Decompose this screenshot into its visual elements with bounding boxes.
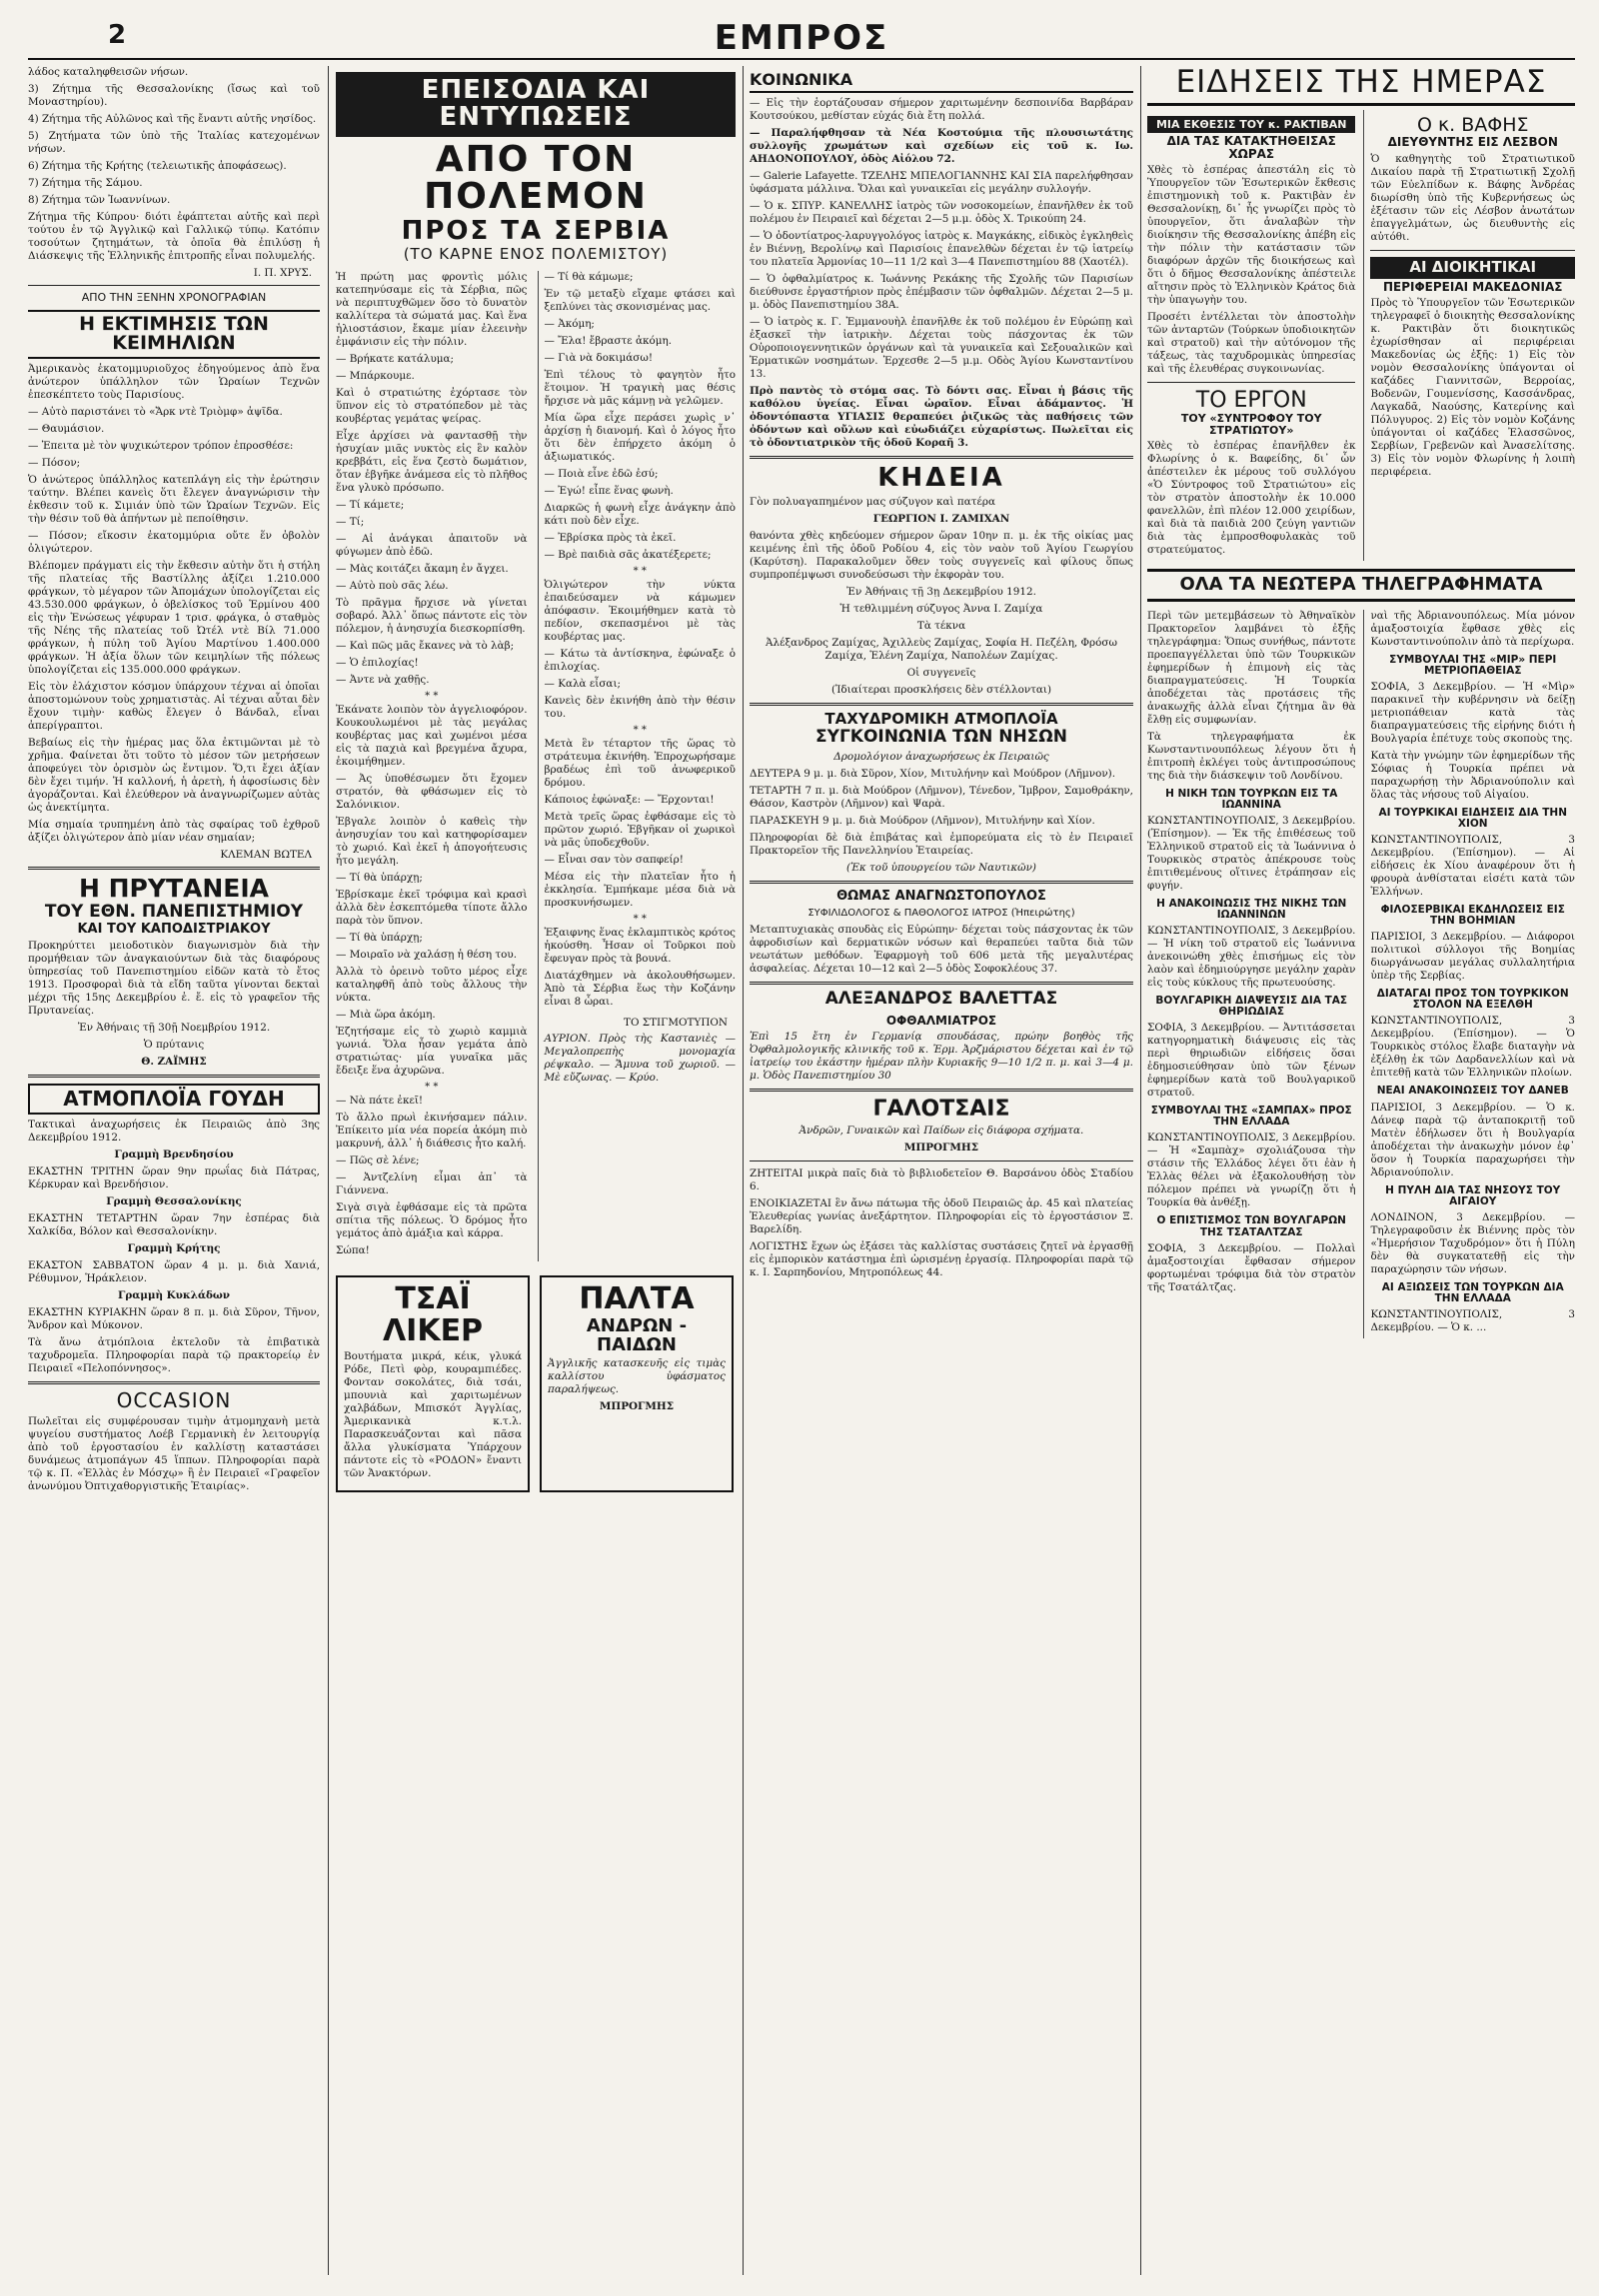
telegram-text: ΚΩΝΣΤΑΝΤΙΝΟΥΠΟΛΙΣ, 3 Δεκεμβρίου. (Ἐπίσημον). — Ὁ Τουρκικὸς στόλος ἔλαβε διαταγὴν νὰ ἐξέλθῃ ἐκ τῶν Δαρδανελλίων καὶ νὰ ἐπιτεθῇ κατὰ τῶν Ἑλληνικῶν πλοίων.	[1370, 1015, 1575, 1080]
paragraph: Προσέτι ἐντέλλεται τὸν ἀποστολὴν τῶν ἀνταρτῶν (Τούρκων ὑποδιοικητῶν καὶ στρατοῦ) καὶ τὴν αὐτόνομον τῆς τάξεως, τὰς ταχυδρομικὰς ὑπηρεσίας καὶ τῆς ἐλευθέρας συγκοινωνίας.	[1147, 311, 1356, 376]
schedule-info: Πληροφορίαι δὲ διὰ ἐπιβάτας καὶ ἐμπορεύματα εἰς τὸ ἐν Πειραιεῖ Πρακτορεῖον τῆς Πανελληνίου Ἑταιρείας.	[750, 831, 1133, 857]
paragraph: Σιγὰ σιγὰ ἐφθάσαμε εἰς τὰ πρῶτα σπίτια τῆς πόλεως. Ὁ δρόμος ἦτο γεμάτος ἀπὸ ἁμάξια καὶ κάρρα.	[336, 1201, 528, 1240]
notice-body: Προκηρύττει μειοδοτικὸν διαγωνισμὸν διὰ τὴν προμήθειαν τῶν ἀναγκαιούντων διὰ τὰς διαφόρους ὑπηρεσίας τοῦ Πανεπιστημίου εἰδῶν κατὰ τὸ ἔτος 1913. Προσφοραὶ διὰ τὰ εἴδη ταῦτα γίνονται δεκταὶ μέχρι τῆς 15ης Δεκεμβρίου ἐ. ἔ. εἰς τὸ γραφεῖον τῆς Πρυτανείας.	[28, 940, 320, 1018]
telegram-headline: ΝΕΑΙ ΑΝΑΚΟΙΝΩΣΕΙΣ ΤΟΥ ΔΑΝΕΒ	[1376, 1085, 1569, 1098]
paragraph: Διατάχθημεν νὰ ἀκολουθήσωμεν. Ἀπὸ τὰ Σέρβια ἕως τὴν Κοζάνην εἶναι 8 ὧραι.	[544, 970, 736, 1009]
telegram-text: ΚΩΝΣΤΑΝΤΙΝΟΥΠΟΛΙΣ, 3 Δεκεμβρίου. — Ἡ νίκη τοῦ στρατοῦ εἰς Ἰωάννινα ἀνεκοινώθη χθὲς ἐπισήμως εἰς τὸν λαὸν καὶ ἐδημιούργησε μεγάλην χαρὰν εἰς τοὺς κύκλους τῆς πρωτευούσης.	[1147, 925, 1356, 990]
schedule-signature: (Ἐκ τοῦ ὑπουργείου τῶν Ναυτικῶν)	[846, 861, 1036, 874]
feature-headline: ΕΠΕΙΣΟΔΙΑ ΚΑΙ ΕΝΤΥΠΩΣΕΙΣ	[336, 72, 736, 137]
news-subhead: ΤΟΥ «ΣΥΝΤΡΟΦΟΥ ΤΟΥ ΣΤΡΑΤΙΩΤΟΥ»	[1180, 412, 1322, 437]
route-name: Γραμμὴ Κρήτης	[127, 1242, 221, 1255]
social-item: Πρὸ παντὸς τὸ στόμα σας. Τὸ δόντι σας. Εἶναι ἡ βάσις τῆς καθόλου ὑγείας. Εἶναι ὠραῖον. Εἶναι ἀδάμαντος. Ἡ ὀδοντόπαστα ΥΓΙΑΣΙΣ θεραπεύει ῥιζικῶς τὰς παθήσεις τῶν ὀδόντων καὶ οὔλων καὶ εὐωδιάζει εὐχαρίστως. Πωλεῖται εἰς τὸ ὀδοντιατρικὸν τῆς ὁδοῦ Κοραῆ 3.	[750, 384, 1133, 449]
paragraph: — Ὁ ἐπιλοχίας!	[336, 657, 419, 670]
route-name: Γραμμὴ Θεσσαλονίκης	[106, 1195, 242, 1208]
paragraph: Χθὲς τὸ ἑσπέρας ἐπανῆλθεν ἐκ Φλωρίνης ὁ κ. Βαφείδης, δι᾿ ὧν ἀπέστειλεν ἐκ μέρους τοῦ συλλόγου «Ὁ Σύντροφος τοῦ Στρατιώτου» εἰς τὸν στρατὸν ἀποστολὴν ἐκ 10.000 φανελλῶν, ἐπὶ πλέον 12.000 χειρίδων, καὶ διὰ τὰ παιδιὰ 200 ζεύγη γαντιῶν διὰ τὰς ἐμπροσθοφυλακὰς τοῦ στρατεύματος.	[1147, 440, 1356, 557]
ad-subhead: ΤΟΥ ΕΘΝ. ΠΑΝΕΠΙΣΤΗΜΙΟΥ	[44, 901, 304, 922]
telegram-text: Τὰ τηλεγραφήματα ἐκ Κωνσταντινουπόλεως λέγουν ὅτι ἡ ἐπιτροπὴ ἐκλέγει τοὺς ἀντιπροσώπους της διὰ τὴν διάσκεψιν τοῦ Λονδίνου.	[1147, 731, 1356, 783]
obituary-children-label: Τὰ τέκνα	[916, 620, 966, 633]
paragraph: Βεβαίως εἰς τὴν ἡμέρας μας ὅλα ἐκτιμῶνται μὲ τὸ χρῆμα. Φαίνεται ὅτι τοῦτο τὸ μέσον τῶν μετρήσεων ἀποφεύγει τὸν ὁρισμὸν ὡς ἔντιμον. Ὅ,τι ἔχει ἀξίαν δὲν ἔχει τιμήν. Ἡ καλλονή, ἡ ἀρετὴ, ἡ ἀφοσίωσις δὲν ἀγοράζονται. Καὶ ἐλεύθερον νὰ ἀναγνωρίζωμεν αὐτὰς ὡς ἀνεκτίμητα.	[28, 737, 320, 815]
paragraph: Κανεὶς δὲν ἐκινήθη ἀπὸ τὴν θέσιν του.	[544, 695, 736, 721]
column-rule	[328, 66, 329, 2275]
paragraph: — Ποιὰ εἶνε ἐδῶ ἐσύ;	[544, 468, 659, 481]
paragraph: Σώπα!	[336, 1244, 370, 1257]
ad-body: Μεταπτυχιακὰς σπουδὰς εἰς Εὐρώπην· δέχεται τοὺς πάσχοντας ἐκ τῶν ἀφροδισίων καὶ δερματικῶν νόσων καὶ θεραπεύει ταῦτα διὰ τῶν νεωτάτων μεθόδων. Ἐφαρμογὴ τοῦ 606 μετὰ τῆς μεγαλυτέρας ἀσφαλείας. Δέχεται 10—12 καὶ 2—5 ὁδὸς Σοφοκλέους 37.	[750, 923, 1133, 975]
ad-body: Ἀγγλικῆς κατασκευῆς εἰς τιμὰς καλλίστου ὑφάσματος παραλήψεως.	[548, 1356, 726, 1395]
obituary-headline: ΚΗΔΕΙΑ	[877, 462, 1005, 493]
paragraph: — Τί;	[336, 516, 365, 529]
paragraph: — Μὰς κοιτάζει ἄκαμη ἐν ἄγχει.	[336, 563, 509, 576]
social-item: — Ὁ ἰατρὸς κ. Γ. Ἐμμανουὴλ ἐπανῆλθε ἐκ τοῦ πολέμου ἐν Εὐρώπῃ καὶ ἐξασκεῖ τὴν ἰατρικὴν. Δέχεται τοὺς πάσχοντας ἐκ τῶν Οὐροποιογεννητικῶν ὀργάνων καὶ τὰ γυναικεῖα καὶ Σεξουαλικῶν καὶ Ἑρματικῶν νοσημάτων. Ἐρχεσθε 2—5 μ.μ. Οδὸς Ἁγίου Κωνσταντίνου 13.	[750, 315, 1133, 380]
paragraph: — Αὐτὸ ποὺ σᾶς λέω.	[336, 580, 449, 593]
telegram-headline: ΑΙ ΤΟΥΡΚΙΚΑΙ ΕΙΔΗΣΕΙΣ ΔΙΑ ΤΗΝ ΧΙΟΝ	[1378, 807, 1568, 831]
ad-headline: Η ΠΡΥΤΑΝΕΙΑ	[78, 874, 270, 904]
feature-headline: ΑΠΟ ΤΟΝ ΠΟΛΕΜΟΝ	[424, 138, 648, 218]
paragraph: Μετὰ τρεῖς ὥρας ἐφθάσαμε εἰς τὸ πρῶτον χωριό. Ἐβγῆκαν οἱ χωρικοὶ νὰ μᾶς ὑποδεχθοῦν.	[544, 811, 736, 850]
section-divider: * *	[425, 691, 439, 703]
obituary-date: Ἐν Ἀθήναις τῇ 3ῃ Δεκεμβρίου 1912.	[846, 586, 1036, 599]
shop-name: ΜΠΡΟΓΜΗΣ	[599, 1399, 675, 1412]
column-rule	[1140, 66, 1141, 2275]
list-item: 8) Ζήτημα τῶν Ἰωαννίνων.	[28, 194, 171, 206]
telegram-text: ΣΟΦΙΑ, 3 Δεκεμβρίου. — Ἀντιτάσσεται κατηγορηματικὴ διάψευσις εἰς τὰς περὶ θηριωδιῶν εἰδήσεις ὅσαι ἐδημοσιεύθησαν ὑπὸ τῶν ξένων ἐφημερίδων κατὰ τοῦ Βουλγαρικοῦ στρατοῦ.	[1147, 1022, 1356, 1100]
paragraph: — Αὐτὸ παριστάνει τὸ «Ἄρκ ντὲ Τριὸμφ» ἀψῖδα.	[28, 406, 283, 419]
telegram-text: ναὶ τῆς Ἀδριανουπόλεως. Μία μόνον ἀμαξοστοιχία ἔφθασε χθὲς εἰς Κωνσταντινούπολιν ἀπὸ τὰ περίχωρα.	[1370, 610, 1575, 649]
telegram-headline: ΒΟΥΛΓΑΡΙΚΗ ΔΙΑΨΕΥΣΙΣ ΔΙΑ ΤΑΣ ΘΗΡΙΩΔΙΑΣ	[1155, 995, 1348, 1019]
telegram-headline: ΣΥΜΒΟΥΛΑΙ ΤΗΣ «ΜΙΡ» ΠΕΡΙ ΜΕΤΡΙΟΠΑΘΕΙΑΣ	[1389, 654, 1557, 678]
column-3	[750, 66, 1133, 2275]
obituary-wife: Ἡ τεθλιμμένη σύζυγος Ἀννα Ι. Ζαμίχα	[839, 603, 1043, 616]
list-item: 6) Ζήτημα τῆς Κρήτης (τελειωτικῆς ἀποφάσεως).	[28, 160, 287, 172]
paragraph: — Ἀντε νὰ χαθῇς.	[336, 674, 430, 687]
notice-signature: Θ. ΖΑΪΜΗΣ	[141, 1056, 207, 1069]
telegram-text: ΚΩΝΣΤΑΝΤΙΝΟΥΠΟΛΙΣ, 3 Δεκεμβρίου. — Ἡ «Σαμπὰχ» σχολιάζουσα τὴν στάσιν τῆς Ἑλλάδος λέγει ὅτι ἐὰν ἡ Ἑλλὰς θέλει νὰ ἐξακολουθήσῃ τὸν πόλεμον πρέπει νὰ γνωρίζῃ ὅτι ἡ Τουρκία θὰ ἀνθέξῃ.	[1147, 1132, 1356, 1209]
section-divider: * *	[633, 725, 647, 737]
paragraph: Ἐζητήσαμε εἰς τὸ χωριὸ καμμιὰ γωνιά. Ὅλα ἦσαν γεμάτα ἀπὸ στρατιώτας· μία γυναῖκα μᾶς ἔδειξε ἕνα ἀχυρῶνα.	[336, 1026, 528, 1078]
column-2	[336, 66, 736, 2275]
paragraph: Καὶ ὁ στρατιώτης ἐχόρτασε τὸν ὕπνον εἰς τὸ στρατόπεδον μὲ τὰς κουβέρτας γεμάτας ψείρας.	[336, 387, 528, 426]
paragraph: — Τί κάμετε;	[336, 499, 405, 512]
feature-subhead: ΠΡΟΣ ΤΑ ΣΕΡΒΙΑ	[401, 216, 671, 247]
telegram-headline: Ο ΕΠΙΣΤΙΣΜΟΣ ΤΩΝ ΒΟΥΛΓΑΡΩΝ ΤΗΣ ΤΣΑΤΑΛΤΖΑΣ	[1156, 1214, 1346, 1238]
article-signature: ΤΟ ΣΤΙΓΜΟΤΥΠΟΝ	[624, 1017, 728, 1030]
section-headline: ΚΟΙΝΩΝΙΚΑ	[750, 72, 1133, 93]
paragraph: — Αἱ ἀνάγκαι ἀπαιτοῦν νὰ φύγωμεν ἀπὸ ἐδῶ.	[336, 533, 528, 559]
telegram-text: Περὶ τῶν μετεμβάσεων τὸ Ἀθηναϊκὸν Πρακτορεῖον λαμβάνει τὸ ἐξῆς τηλεγράφημα: Ὅπως συνήθως, πάντοτε προεπαγγέλλεται ὑπὸ τῶν Τουρκικῶν ἐφημερίδων ἡ ἐπιμονὴ εἰς τὰς διαπραγματεύσεις. Ἡ Τουρκία ἀποδέχεται τὰς προτάσεις τῆς ἀνακωχῆς ἀλλὰ εἶναι ζήτημα ἂν θὰ ἔλθῃ εἰς συμφωνίαν.	[1147, 610, 1356, 727]
notice-date: Ἐν Ἀθήναις τῇ 30ῇ Νοεμβρίου 1912.	[77, 1022, 271, 1035]
article-signature: ΚΛΕΜΑΝ ΒΩΤΕΛ	[220, 849, 312, 862]
ad-body: Ἀνδρῶν, Γυναικῶν καὶ Παίδων εἰς διάφορα σχήματα.	[799, 1125, 1084, 1138]
ad-footer: Τὰ ἄνω ἀτμόπλοια ἐκτελοῦν τὰ ἐπιβατικὰ ταχυδρομεῖα. Πληροφορίαι παρὰ τῷ πρακτορείῳ ἐν Πειραιεῖ «Πελοπόννησος».	[28, 1336, 320, 1375]
news-headline: ΜΙΑ ΕΚΘΕΣΙΣ ΤΟΥ κ. ΡΑΚΤΙΒΑΝ	[1147, 116, 1355, 134]
telegram-headline: ΑΙ ΑΞΙΩΣΕΙΣ ΤΩΝ ΤΟΥΡΚΩΝ ΔΙΑ ΤΗΝ ΕΛΛΑΔΑ	[1381, 1280, 1564, 1304]
telegram-headline: Η ΑΝΑΚΟΙΝΩΣΙΣ ΤΗΣ ΝΙΚΗΣ ΤΩΝ ΙΩΑΝΝΙΝΩΝ	[1156, 898, 1347, 922]
ad-subhead: ΟΦΘΑΛΜΙΑΤΡΟΣ	[885, 1013, 997, 1028]
paragraph: — Καὶ πῶς μᾶς ἔκανες νὰ τὸ λὰβ;	[336, 640, 515, 653]
news-subhead: ΠΕΡΙΦΕΡΕΙΑΙ ΜΑΚΕΔΟΝΙΑΣ	[1382, 279, 1563, 294]
telegram-text: Κατὰ τὴν γνώμην τῶν ἐφημερίδων τῆς Σόφιας ἡ Τουρκία πρέπει νὰ παραχωρήσῃ τὴν Ἀδριανούπολιν καὶ ὅλας τὰς νήσους τοῦ Αἰγαίου.	[1370, 750, 1575, 802]
paragraph: — Ἐγώ! εἶπε ἕνας φωνὴ.	[544, 485, 674, 498]
paragraph: — Πῶς σὲ λένε;	[336, 1154, 420, 1167]
list-item: 3) Ζήτημα τῆς Θεσσαλονίκης (ἴσως καὶ τοῦ Μοναστηρίου).	[28, 83, 320, 108]
paragraph: — Νὰ πάτε ἐκεῖ!	[336, 1095, 424, 1108]
paragraph: Τὸ ἄλλο πρωὶ ἐκινήσαμεν πάλιν. Ἐπίκειτο μία νέα πορεία ἀκόμη πιὸ μακρυνή, ἀλλ᾿ ἡ διάθεσις ἦτο καλή.	[336, 1112, 528, 1150]
feature-right-column	[538, 271, 737, 1261]
paragraph: — Ἀς ὑποθέσωμεν ὅτι ἔχομεν στρατόν, θὰ φθάσωμεν εἰς τὸ Σαλόνικιον.	[336, 773, 528, 812]
paragraph: Εἰς τὸν ἐλάχιστον κόσμον ὑπάρχουν τέχναι αἱ ὁποῖαι ἀποστομώνουν τοὺς χρηματιστὰς. Αἱ τέχναι αὗται δὲν ἔχουν τιμὴν· καθὼς ἔλεγεν ὁ Βάνδαλ, εἶναι ἀπερίγραπτοι.	[28, 681, 320, 733]
telegram-headline: ΦΙΛΟΣΕΡΒΙΚΑΙ ΕΚΔΗΛΩΣΕΙΣ ΕΙΣ ΤΗΝ ΒΟΗΜΙΑΝ	[1380, 904, 1565, 928]
paragraph: — Τί θὰ ὑπάρχῃ;	[336, 872, 423, 885]
section-divider: * *	[633, 566, 647, 578]
obituary-note: (Ἰδιαίτεραι προσκλήσεις δὲν στέλλονται)	[830, 684, 1052, 697]
telegrams-left	[1147, 610, 1355, 1337]
route-schedule: ΕΚΑΣΤΟΝ ΣΑΒΒΑΤΟΝ ὥραν 4 μ. μ. διὰ Χανιά, Ρέθυμνον, Ἡράκλειον.	[28, 1259, 320, 1285]
list-item: λάδος καταληφθεισῶν νήσων.	[28, 66, 189, 78]
paragraph: Ἐπὶ τέλους τὸ φαγητὸν ἦτο ἕτοιμον. Ἡ τραγικὴ μας θέσις ἤρχισε νὰ μᾶς κάμνῃ νὰ γελῶμεν.	[544, 369, 736, 408]
telegrams-body	[1147, 610, 1575, 1337]
ad-headline: ΑΤΜΟΠΛΟΪΑ ΓΟΥΔΗ	[28, 1084, 320, 1115]
classified-ad: ΕΝΟΙΚΙΑΖΕΤΑΙ ἓν ἄνω πάτωμα τῆς ὁδοῦ Πειραιῶς ἀρ. 45 καὶ πλατείας Ἐλευθερίας γωνίας ἀνεξάρτητον. Πληροφορίαι εἰς τὸ ἐργοστάσιον Ξ. Βαρελίδη.	[750, 1197, 1133, 1236]
paragraph: — Γιὰ νὰ δοκιμάσω!	[544, 352, 654, 365]
schedule-line: ΤΕΤΑΡΤΗ 7 π. μ. διὰ Μούδρον (Λῆμνον), Τένεδον, Ἴμβρον, Σαμοθράκην, Θάσον, Καστρὸν (Λῆμνον) καὶ Ψαρὰ.	[750, 784, 1133, 810]
list-item: 7) Ζήτημα τῆς Σάμου.	[28, 177, 143, 189]
paragraph: Ὁ ἀνώτερος ὑπάλληλος κατεπλάγη εἰς τὴν ἐρώτησιν ταύτην. Βλέπει κανεὶς ὅτι ἔλεγεν ἀναγνώρισιν τὴν ἐκθεσιν τοῦ κ. Σιμιάν ὑπὸ τῶν Ὡραίων Τεχνῶν. Εἰς τὴν θέσιν τοῦ θὰ ἀπήντων μὲ πεποίθησιν.	[28, 474, 320, 526]
route-schedule: ΕΚΑΣΤΗΝ ΚΥΡΙΑΚΗΝ ὥραν 8 π. μ. διὰ Σῦρον, Τῆνον, Ἄνδρον καὶ Μύκονον.	[28, 1306, 320, 1332]
ads-row	[336, 1269, 736, 1498]
telegram-text: ΚΩΝΣΤΑΝΤΙΝΟΥΠΟΛΙΣ, 3 Δεκεμβρίου. (Ἐπίσημον). — Αἱ εἰδήσεις ἐκ Χίου ἀναφέρουν ὅτι ἡ φρουρὰ ἀνθίσταται εἰσέτι κατὰ τῶν Ἑλλήνων.	[1370, 834, 1575, 899]
paragraph: Διαρκῶς ἡ φωνὴ εἶχε ἀνάγκην ἀπὸ κάτι ποὺ δὲν εἶχε.	[544, 502, 736, 528]
social-item: — Ὁ ὀδοντίατρος-λαρυγγολόγος ἰατρὸς κ. Μαγκάκης, εἰδικὸς ἐγκληθεὶς ἐν Βιέννῃ, Βερολίνῳ καὶ Παρισίοις ἐπανελθὼν δέχεται ἐν τῷ ἰατρείῳ του πλατεῖα Ἁρμονίας 10—11 1/2 καὶ 3—4 Πανεπιστημίου 88 (Χαοτέλ).	[750, 229, 1133, 268]
ad-subhead: ΣΥΦΙΛΙΔΟΛΟΓΟΣ & ΠΑΘΟΛΟΓΟΣ ΙΑΤΡΟΣ (Ἠπειρώτης)	[807, 908, 1075, 920]
paragraph: Τὸ πρᾶγμα ἤρχισε νὰ γίνεται σοβαρό. Ἀλλ᾿ ὅπως πάντοτε εἰς τὸν πόλεμον, ἡ ἀνησυχία διεσκορπίσθη.	[336, 597, 528, 636]
paragraph: — Πόσον; εἴκοσιν ἑκατομμύρια οὔτε ἕν ὀβολὸν ὀλιγώτερον.	[28, 530, 320, 556]
telegram-headline: ΔΙΑΤΑΓΑΙ ΠΡΟΣ ΤΟΝ ΤΟΥΡΚΙΚΟΝ ΣΤΟΛΟΝ ΝΑ ΕΞΕΛΘΗ	[1376, 988, 1569, 1012]
telegrams-headline: ΟΛΑ ΤΑ ΝΕΩΤΕΡΑ ΤΗΛΕΓΡΑΦΗΜΑΤΑ	[1147, 569, 1575, 602]
paragraph: Πρὸς τὸ Ὑπουργεῖον τῶν Ἐσωτερικῶν τηλεγραφεῖ ὁ διοικητὴς Θεσσαλονίκης κ. Ρακτιβὰν ὅτι διοικητικῶς ἐχωρίσθησαν αἱ περιφέρειαι Μακεδονίας ὡς ἑξῆς: 1) Εἰς τὸν νομὸν Θεσσαλονίκης ὑπάγονται οἱ καζάδες Γιαννιτσῶν, Βερροίας, Βοδενῶν, Γουμενίσσης, Κασσάνδρας, Λαγκαδᾶ, Ναούσης, Κατερίνης καὶ Πόλυγυρος. 2) Εἰς τὸν νομὸν Κοζάνης ὑπάγονται οἱ καζάδες Ἐλασσῶνος, Σερβίων, Γρεβενῶν καὶ Ἀνασελίτσης. 3) Εἰς τὸν νομὸν Φλωρίνης ἡ λοιπὴ περιφέρεια.	[1370, 297, 1575, 479]
social-item: — Ὁ κ. ΣΠΥΡ. ΚΑΝΕΛΛΗΣ ἰατρὸς τῶν νοσοκομείων, ἐπανῆλθεν ἐκ τοῦ πολέμου ἐν Πειραιεῖ καὶ δέχεται 2—5 μ.μ. ὁδὸς Χ. Τρικούπη 24.	[750, 199, 1133, 225]
article-headline: Η ΕΚΤΙΜΗΣΙΣ ΤΩΝ ΚΕΙΜΗΛΙΩΝ	[28, 310, 320, 360]
list-item: 4) Ζήτημα τῆς Αὐλῶνος καὶ τῆς ἔναντι αὐτῆς νησίδος.	[28, 113, 317, 125]
news-subhead: ΔΙΑ ΤΑΣ ΚΑΤΑΚΤΗΘΕΙΣΑΣ ΧΩΡΑΣ	[1166, 134, 1336, 161]
schedule-line: ΠΑΡΑΣΚΕΥΗ 9 μ. μ. διὰ Μούδρον (Λῆμνον), Μιτυλήνην καὶ Χίον.	[750, 814, 1095, 827]
paragraph: Ἐξαιφνης ἕνας ἐκλαμπτικὸς κρότος ἠκούσθη. Ἦσαν οἱ Τοῦρκοι ποὺ ἔφευγαν πρὸς τὰ βουνά.	[544, 927, 736, 966]
paragraph: — Μοιραῖο νὰ χαλάσῃ ἡ θέση του.	[336, 949, 518, 962]
ad-headline: ΠΑΛΤΑ	[579, 1281, 695, 1317]
palta-ad	[540, 1275, 734, 1492]
ad-headline: ΘΩΜΑΣ ΑΝΑΓΝΩΣΤΟΠΟΥΛΟΣ	[836, 888, 1046, 904]
ad-headline: OCCASION	[116, 1388, 232, 1413]
paragraph: Ἐβρίσκαμε ἐκεῖ τρόφιμα καὶ κρασὶ ἀλλὰ δὲν ἐσκεπτόμεθα τίποτε ἄλλο παρὰ τὸν ὕπνον.	[336, 889, 528, 928]
social-item: — Εἰς τὴν ἑορτάζουσαν σήμερον χαριτωμένην δεσποινίδα Βαρβάραν Κουτσούκου, μεθίσταν εὐχάς διὰ ἔτη πολλά.	[750, 96, 1133, 122]
next-installment: ΑΥΡΙΟΝ. Πρὸς τὴς Καστανιὲς — Μεγαλοπρεπὴς μονομαχία ρέψκαλο. — Ἄμυνα τοῦ χωριοῦ. — Μὲ εὔζωνας. — Κρύο.	[544, 1033, 736, 1085]
ad-body: Πωλεῖται εἰς συμφέρουσαν τιμὴν ἀτμομηχανὴ μετὰ ψυγείου συστήματος Λοέβ Γερμανικὴ ἐν λειτουργίᾳ ἀπὸ τοῦ ἐργοστασίου ἐν καλλίστῃ καταστάσει δυνάμεως ἀτμοπάγων 45 ἵππων. Πληροφορίαι παρὰ τῷ κ. Π. «Ἑλλὰς ἐν Μόσχῳ» ἢ ἐν Πειραιεῖ «Γραφεῖον ἀνωνύμου Ὀπτιχαθοργιστικῆς Ἑταιρίας».	[28, 1415, 320, 1493]
newspaper-name: ΕΜΠΡΟΣ	[714, 18, 889, 58]
paragraph: Ἡ πρώτη μας φροντὶς μόλις κατεπηνύσαμε εἰς τὰ Σέρβια, πῶς νὰ περιπτυχθῶμεν ὅσο τὸ δυνατὸν καλλίτερα τὰ σώματά μας. Καὶ ἕνα ἡλιοστάσιον, ἔκαμε μίαν ἐλεεινὴν ἐμφάνισιν εἰς τὴν πόλιν.	[336, 271, 528, 349]
paragraph: — Ἔλα! ἔβραστε ἀκόμη.	[544, 335, 673, 348]
column-1	[28, 66, 320, 2275]
obituary-relatives: Οἱ συγγενεῖς	[906, 667, 976, 680]
shop-name: ΜΠΡΟΓΜΗΣ	[903, 1142, 979, 1154]
telegram-headline: Η ΝΙΚΗ ΤΩΝ ΤΟΥΡΚΩΝ ΕΙΣ ΤΑ ΙΩΑΝΝΙΝΑ	[1165, 788, 1338, 812]
list-item: Ζήτημα τῆς Κύπρου· διότι ἐφάπτεται αὐτῆς καὶ περὶ τούτου ἐν τῷ Ἀγγλικῷ καὶ Γαλλικῷ τύπῳ. Κατόπιν τοσούτων ζητημάτων, τὰ ὁποῖα θὰ ἐπιλύσῃ ἡ Διάσκεψις τῆς Ἑλληνικῆς ἐπιτροπῆς εἶναι πολυμελής.	[28, 211, 320, 262]
obituary-children: Ἀλέξανδρος Ζαμίχας, Ἀχιλλεὺς Ζαμίχας, Σοφία Η. Πεζέλη, Φρόσω Ζαμίχα, Ἑλένη Ζαμίχα, Ναπολέων Ζαμίχας.	[765, 637, 1117, 663]
news-headline: Ο κ. ΒΑΦΗΣ	[1416, 113, 1529, 136]
paragraph: — Τί θὰ κάμωμε;	[544, 271, 634, 284]
obituary-text: θανόντα χθὲς κηδεύομεν σήμερον ὥραν 10ην π. μ. ἐκ τῆς οἰκίας μας κειμένης ἐπὶ τῆς ὁδοῦ Ροδίου 4, εἰς τὸν ναὸν τοῦ Ἁγίου Γεωργίου (Καρύτση). Παρακαλοῦμεν ὅθεν τοὺς συγγενεῖς καὶ φίλους ὅπως συμπροπέμψωσι συνοδεύσωσι τὴν ἐκφορὰν του.	[750, 530, 1133, 582]
paragraph: Μετὰ ἓν τέταρτον τῆς ὥρας τὸ στράτευμα ἐκινήθη. Ἐπροχωρήσαμε βραδέως ἐπὶ τοῦ ἀνωφερικοῦ δρόμου.	[544, 738, 736, 790]
feature-body	[336, 271, 736, 1261]
paragraph: Ἐβγαλε λοιπὸν ὁ καθεὶς τὴν ἀνησυχίαν του καὶ κατηφορίσαμεν τὸ χωριό. Καὶ ἐκεῖ ἡ ἀπογοήτευσις ἦτο μεγάλη.	[336, 816, 528, 868]
paragraph: Ἐν τῷ μεταξὺ εἴχαμε φτάσει καὶ ξεπλύνει τὰς σκονισμένας μας.	[544, 288, 736, 314]
ad-headline: ΑΛΕΞΑΝΔΡΟΣ ΒΑΛΕΤΤΑΣ	[824, 988, 1058, 1009]
top-news-right	[1363, 110, 1575, 562]
notice-role: Ὁ πρύτανις	[143, 1039, 205, 1052]
ad-subhead: ΚΑΙ ΤΟΥ ΚΑΠΟΔΙΣΤΡΙΑΚΟΥ	[77, 921, 271, 937]
telegram-headline: ΣΥΜΒΟΥΛΑΙ ΤΗΣ «ΣΑΜΠΑΧ» ΠΡΟΣ ΤΗΝ ΕΛΛΑΔΑ	[1150, 1105, 1352, 1129]
classified-ad: ΖΗΤΕΙΤΑΙ μικρὰ παῖς διὰ τὸ βιβλιοδετεῖον Θ. Βαρσάνου ὁδὸς Σταδίου 6.	[750, 1167, 1133, 1193]
paragraph: — Βρὲ παιδιὰ σᾶς ἀκατέξερετε;	[544, 549, 712, 562]
route-schedule: ΕΚΑΣΤΗΝ ΤΕΤΑΡΤΗΝ ὥραν 7ην ἑσπέρας διὰ Χαλκίδα, Βόλον καὶ Θεσσαλονίκην.	[28, 1212, 320, 1238]
news-headline: ΤΟ ΕΡΓΟΝ	[1195, 388, 1307, 414]
column-rule	[743, 66, 744, 2275]
paragraph: Ἀμερικανὸς ἑκατομμυριοῦχος ἐδηγούμενος ἀπὸ ἕνα ἀνώτερον ὑπάλληλον τῶν Ὡραίων Τεχνῶν ἐπεσκέπτετο τοὺς Παρισίους.	[28, 363, 320, 402]
paragraph: — Πόσον;	[28, 457, 81, 470]
telegram-text: ΠΑΡΙΣΙΟΙ, 3 Δεκεμβρίου. — Διάφοροι πολιτικοὶ σύλλογοι τῆς Βοημίας διωργάνωσαν μεγάλας συλλαλητήρια ὑπὲρ τῆς Σερβίας.	[1370, 931, 1575, 983]
paragraph: Μία σημαία τρυπημένη ἀπὸ τὰς σφαίρας τοῦ ἐχθροῦ ἀξίζει ὀλιγώτερον ἀπὸ μίαν νέαν σημαίαν;	[28, 819, 320, 845]
paragraph: — Θαυμάσιον.	[28, 423, 105, 436]
section-divider: * *	[425, 1082, 439, 1094]
paragraph: — Καλὰ εἶσαι;	[544, 678, 622, 691]
paragraph: — Ἐβρίσκα πρὸς τὰ ἐκεῖ.	[544, 532, 677, 545]
section-divider: * *	[633, 914, 647, 926]
telegram-text: ΠΑΡΙΣΙΟΙ, 3 Δεκεμβρίου. — Ὁ κ. Δάνεφ παρὰ τῷ ἀνταποκριτῇ τοῦ Ματὲν ἐδήλωσεν ὅτι ἡ Βουλγαρία ἀποδέχεται τὴν ἀνακωχὴν μόνον ἐφ᾿ ὅσον ἡ Τουρκία παραχωρήσει τὴν Ἀδριανούπολιν.	[1370, 1101, 1575, 1178]
tsai-ad	[336, 1275, 530, 1492]
paragraph: Κάποιος ἐφώναξε: — Ἔρχονται!	[544, 794, 715, 807]
paragraph: Μέσα εἰς τὴν πλατεῖαν ἦτο ἡ ἐκκλησία. Ἐμπήκαμε μέσα διὰ νὰ προσκυνήσωμεν.	[544, 871, 736, 910]
paragraph: Μία ὥρα εἶχε περάσει χωρὶς ν᾿ ἀρχίσῃ ἡ διανομή. Καὶ ὁ λόγος ἦτο ὅτι δὲν ἐπήρχετο ἀκόμη ὁ ἀξιωματικός.	[544, 412, 736, 464]
page-number: 2	[108, 20, 127, 50]
route-schedule: ΕΚΑΣΤΗΝ ΤΡΙΤΗΝ ὥραν 9ην πρωΐας διὰ Πάτρας, Κέρκυραν καὶ Βρενδήσιον.	[28, 1165, 320, 1191]
news-headline: ΑΙ ΔΙΟΙΚΗΤΙΚΑΙ	[1370, 257, 1575, 279]
newspaper-page	[28, 18, 1575, 2279]
feature-left-column	[336, 271, 528, 1261]
column-4	[1147, 66, 1575, 2275]
paragraph: — Ἐπειτα μὲ τὸν ψυχικώτερον τρόπον ἐπροσθέσε:	[28, 440, 294, 453]
feature-kicker: (ΤΟ ΚΑΡΝΕ ΕΝΟΣ ΠΟΛΕΜΙΣΤΟΥ)	[403, 245, 669, 264]
telegram-text: ΣΟΦΙΑ, 3 Δεκεμβρίου. — Πολλαὶ ἁμαξοστοιχίαι ἔφθασαν σήμερον φορτωμέναι τρόφιμα διὰ τὸν στρατὸν τῆς Τσατάλτζας.	[1147, 1241, 1356, 1293]
issues-list	[28, 66, 320, 263]
social-item: — Παραλήφθησαν τὰ Νέα Κοστούμια τῆς πλουσιωτάτης συλλογῆς χρωμάτων καὶ σχεδίων εἰς τοῦ κ. Ιω. ΑΗΔΟΝΟΠΟΥΛΟΥ, ὁδὸς Αἰόλου 72.	[750, 126, 1133, 165]
ad-subhead: ΣΥΓΚΟΙΝΩΝΙΑ ΤΩΝ ΝΗΣΩΝ	[815, 726, 1067, 747]
telegram-headline: Η ΠΥΛΗ ΔΙΑ ΤΑΣ ΝΗΣΟΥΣ ΤΟΥ ΑΙΓΑΙΟΥ	[1385, 1183, 1561, 1207]
paragraph: Ἀλλὰ τὸ ὀρεινὸ τοῦτο μέρος εἶχε καταληφθῆ ἀπὸ τοὺς ἄλλους τὴν νύκτα.	[336, 966, 528, 1005]
telegrams-right	[1363, 610, 1575, 1337]
schedule-title: Δρομολόγιον ἀναχωρήσεως ἐκ Πειραιῶς	[833, 750, 1049, 763]
paragraph: Εἶχε ἀρχίσει νὰ φαντασθῇ τὴν ἡσυχίαν μιᾶς νυκτὸς εἰς ἓν καλὸν κρεββάτι, εἰς ἕνα ζεστὸ δωμάτιον, ὅταν ἐβγῆκε ἀνάμεσα εἰς τὸ πλῆθος ἕνα γλυκὸ πρόσωπο.	[336, 430, 528, 495]
schedule-line: ΔΕΥΤΕΡΑ 9 μ. μ. διὰ Σῦρον, Χίον, Μιτυλήνην καὶ Μούδρον (Λῆμνον).	[750, 767, 1116, 780]
paragraph: — Εἶναι σαν τὸν σαπφείρ!	[544, 854, 684, 867]
route-name: Γραμμὴ Βρενδησίου	[114, 1148, 234, 1161]
paragraph: Ἐκάνατε λοιπὸν τὸν ἀγγελιοφόρον. Κουκουλωμένοι μὲ τὰς μεγάλας κουβέρτας μας καὶ χωμένοι μέσα εἰς τὰ παχιὰ καὶ βρεγμένα ἄχυρα, ἐκοιμήθημεν.	[336, 704, 528, 769]
ad-body: Ἐπὶ 15 ἔτη ἐν Γερμανίᾳ σπουδάσας, πρώην βοηθὸς τῆς Ὀφθαλμολογικῆς κλινικῆς τοῦ κ. Ἐρμ. Ἀρζμάριστου δέχεται καὶ ἐν τῷ ἰατρείῳ του ἐκάστην ἡμέραν πλὴν Κυριακῆς 9—10 1/2 π. μ. καὶ 3—4 μ. μ. Ὁδὸς Πανεπιστημίου 30	[750, 1031, 1133, 1083]
obituary-intro: Γὸν πολυαγαπημένον μας σύζυγον καὶ πατέρα	[750, 496, 996, 509]
paragraph: Ὁ καθηγητὴς τοῦ Στρατιωτικοῦ Δικαίου παρὰ τῇ Στρατιωτικῇ Σχολῇ τῶν Εὐελπίδων κ. Βάφης Ἀνδρέας διωρίσθη ὑπὸ τῆς Κυβερνήσεως ὡς ἐξέτασιν τῶν εἰς Λέσβον ἀνωτάτων ἐπαγγελμάτων, ὡς διευθυντὴς εἰς αὐτόθι.	[1370, 153, 1575, 244]
paragraph: — Ἀντζελίνη εἶμαι ἀπ᾿ τὰ Γιάννενα.	[336, 1171, 528, 1197]
social-item: — Galerie Lafayette. ΤΖΕΛΗΣ ΜΠΕΛΟΓΙΑΝΝΗΣ ΚΑΙ ΣΙΑ παρελήφθησαν ὑφάσματα μάλλινα. Ὅλαι καὶ γυναικεῖαι εἰς μεγάλην συλλογήν.	[750, 169, 1133, 195]
paragraph: — Κάτω τὰ ἀντίσκηνα, ἐφώναξε ὁ ἐπιλοχίας.	[544, 648, 736, 674]
section-kicker: ΑΠΟ ΤΗΝ ΞΕΝΗΝ ΧΡΟΝΟΓΡΑΦΙΑΝ	[81, 291, 267, 304]
paragraph: — Τί θὰ ὑπάρχῃ;	[336, 932, 423, 945]
top-news-left	[1147, 110, 1355, 562]
telegram-text: ΣΟΦΙΑ, 3 Δεκεμβρίου. — Ἡ «Μὶρ» παρακινεῖ τὴν κυβέρνησιν νὰ δείξῃ μετριοπάθειαν κατὰ τὰς διαπραγματεύσεις τῆς εἰρήνης διότι ἡ Βουλγαρία ἐπέτυχε τοὺς σκοποὺς της.	[1370, 681, 1575, 746]
ad-headline: ΓΑΛΟΤΣΑΙΣ	[872, 1097, 1010, 1123]
telegram-text: ΚΩΝΣΤΑΝΤΙΝΟΥΠΟΛΙΣ, 3 Δεκεμβρίου. (Ἐπίσημον). — Ἐκ τῆς ἐπιθέσεως τοῦ Ἑλληνικοῦ στρατοῦ εἰς τὰ Ἰωάννινα ὁ Τουρκικὸς στρατὸς ἀπέκρουσε τοὺς ἐπιτιθεμένους οἵτινες ἐτράπησαν εἰς φυγήν.	[1147, 815, 1356, 893]
ad-headline: ΤΣΑΪ ΛΙΚΕΡ	[382, 1281, 484, 1348]
paragraph: Χθὲς τὸ ἑσπέρας ἀπεστάλη εἰς τὸ Ὑπουργεῖον τῶν Ἐσωτερικῶν ἔκθεσις ἐπιστημονικὴ τοῦ κ. Ρακτιβὰν ἐν Θεσσαλονίκῃ, δι᾿ ἧς γνωρίζει πρὸς τὸ ὑπουργεῖον, ὅτι ἀναλαβὼν τὴν διοίκησιν τῆς Θεσσαλονίκης ἀπέβη εἰς τὴν πόλιν τὴν κατάστασιν τῶν διαφόρων ἀρχῶν τῆς διοικήσεως καὶ ὅτι ὁ δῆμος Θεσσαλονίκης ἀπέστειλε αἴτησιν πρὸς τὸ Ἑλληνικὸν Κράτος διὰ τὴν ὑπαγωγὴν του.	[1147, 164, 1356, 307]
article-signature: Ι. Π. ΧΡΥΣ.	[253, 267, 312, 279]
paragraph: — Βρήκατε κατάλυμα;	[336, 353, 455, 366]
section-headline: ΕΙΔΗΣΕΙΣ ΤΗΣ ΗΜΕΡΑΣ	[1147, 66, 1575, 106]
classified-ad: ΛΟΓΙΣΤΗΣ ἔχων ὡς ἐξάσει τὰς καλλίστας συστάσεις ζητεῖ νὰ ἐργασθῇ εἰς ἐμπορικὸν κατάστημα ἐπὶ ὡρισμένῃ ἐργασίᾳ. Πληροφορίαι παρὰ τῷ κ. Ι. Σαρπηδονίου, Μητροπόλεως 44.	[750, 1240, 1133, 1279]
article-body	[28, 363, 320, 845]
ad-body: Βουτήματα μικρά, κέικ, γλυκά Ρόδε, Πετὶ φὸρ, κουραμπιέδες. Φονταν σοκολάτες, διὰ τσάι, μπουνιὰ καὶ χαριτωμένων χαλβάδων, Μπισκότ Ἀγγλίας, Ἀμερικανικὰ κ.τ.λ. Παρασκευάζονται καὶ πᾶσα ἄλλα γλυκίσματα Ὑπάρχουν πάντοτε εἰς τὸ «ΡΟΔΟΝ» ἔναντι τῶν Ἀνακτόρων.	[344, 1350, 522, 1480]
paragraph: — Μιὰ ὥρα ἀκόμη.	[336, 1009, 436, 1022]
obituary-name: ΓΕΩΡΓΙΟΝ Ι. ΖΑΜΙΧΑΝ	[872, 513, 1010, 526]
top-news-row	[1147, 110, 1575, 562]
ad-body: Τακτικαὶ ἀναχωρήσεις ἐκ Πειραιῶς ἀπὸ 3ης Δεκεμβρίου 1912.	[28, 1119, 320, 1145]
paragraph: Ὀλιγώτερον τὴν νύκτα ἐπαιδεύσαμεν νὰ κάμωμεν ἀπόφασιν. Ἐκοιμήθημεν κατὰ τὸ πεδίον, σκεπασμένοι μὲ τὰς κουβέρτας μας.	[544, 579, 736, 644]
masthead	[28, 18, 1575, 60]
list-item: 5) Ζητήματα τῶν ὑπὸ τῆς Ἰταλίας κατεχομένων νήσων.	[28, 130, 320, 155]
telegram-text: ΛΟΝΔΙΝΟΝ, 3 Δεκεμβρίου. — Τηλεγραφοῦσιν ἐκ Βιέννης πρὸς τὸν «Ἡμερήσιον Ταχυδρόμον» ὅτι ἡ Πύλη δὲν θὰ συγκατατεθῇ εἰς τὴν παραχώρησιν τῶν νήσων.	[1370, 1210, 1575, 1275]
paragraph: — Ἀκόμη;	[544, 318, 595, 331]
telegram-text: ΚΩΝΣΤΑΝΤΙΝΟΥΠΟΛΙΣ, 3 Δεκεμβρίου. — Ὁ κ. ...	[1370, 1307, 1575, 1333]
ad-headline: ΤΑΧΥΔΡΟΜΙΚΗ ΑΤΜΟΠΛΟΪΑ	[824, 710, 1058, 729]
paragraph: Βλέπομεν πράγματι εἰς τὴν ἔκθεσιν αὐτὴν ὅτι ἡ στήλη τῆς πλατείας τῆς Βαστίλλης ἀξίζει 1.210.000 φράγκων, τὸ μέγαρον τῶν Ἀπομάχων ὑπολογίζεται εἰς 43.530.000 φράγκων, ὁ ὀβελίσκος τοῦ Ἑρμίνου 400 εἰς τὴν Ἑνώσεως γέφυραν 1 τρισ. φράγκα, ὁ σταθμὸς τῆς Νέης τῆς πλατείας τοῦ Ὠτέλ ντὲ Βίλ 71.000 φράγκων, ἡ πύλη τοῦ Ἁγίου Μαρτίνου 1.400.000 φράγκων. Ἡ ἀξία ὅλων τῶν κειμηλίων τῆς πόλεως ὑπολογίζεται εἰς 135.000.000 φράγκων.	[28, 560, 320, 677]
ad-subhead: ΑΝΔΡΩΝ - ΠΑΙΔΩΝ	[586, 1314, 688, 1355]
social-item: — Ὁ ὀφθαλμίατρος κ. Ἰωάννης Ρεκάκης τῆς Σχολῆς τῶν Παρισίων διεύθυνσε ἐργαστήριον πρὸς ἐπέμβασιν τῶν ὀφθαλμῶν. Δέχεται 2—5 μ. μ. ὁδὸς Πανεπιστημίου 38Α.	[750, 272, 1133, 311]
news-subhead: ΔΙΕΥΘΥΝΤΗΣ ΕΙΣ ΛΕΣΒΟΝ	[1387, 135, 1558, 150]
paragraph: — Μπάρκουμε.	[336, 370, 415, 383]
route-name: Γραμμὴ Κυκλάδων	[117, 1289, 230, 1302]
